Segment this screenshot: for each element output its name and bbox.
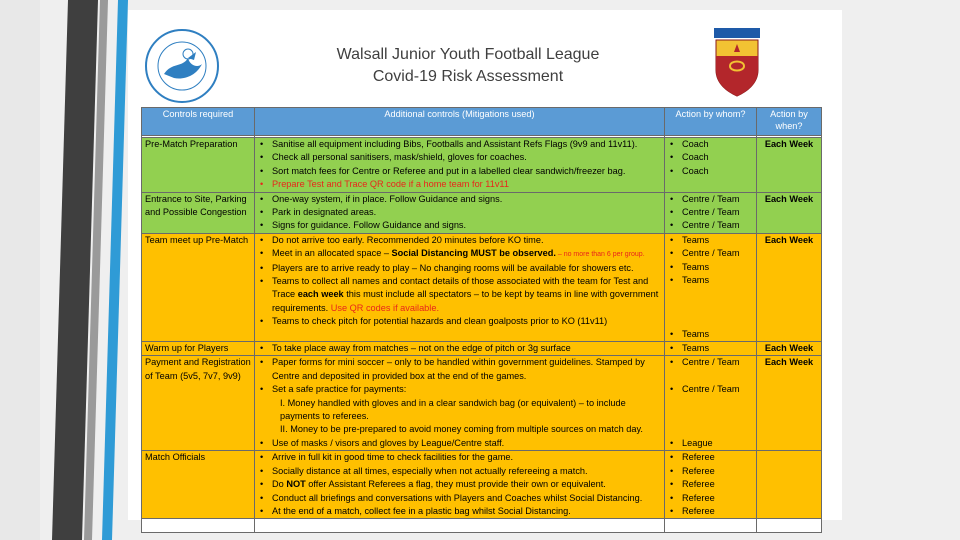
- table-row: [142, 192, 822, 233]
- mitigation-cell: • Sanitise all equipment including Bibs, Footballs and Assistant Refs Flags (9v9 and 11v11). • Check all personal sanitisers, mask/shield, gloves for coaches. • Sort match fees for Centre or Referee and put in a labelled clear sandwich/freezer bag. • Prepare Test and Trace QR code if a home team for 11v11: [255, 138, 665, 193]
- who-cell: • Coach • Coach • Coach: [665, 138, 757, 193]
- table-row: [142, 519, 822, 533]
- walsall-league-logo: [144, 28, 220, 104]
- decorative-stripes: [0, 0, 130, 540]
- when-cell: Each Week: [757, 233, 822, 341]
- col-header-when: Action by when?: [757, 108, 822, 136]
- table-row: [142, 356, 822, 451]
- mitigation-cell: • To take place away from matches – not on the edge of pitch or 3g surface: [255, 342, 665, 356]
- risk-assessment-document: [128, 10, 842, 520]
- when-cell: Each Week: [757, 192, 822, 233]
- table-row: [142, 233, 822, 341]
- who-cell: • Teams: [665, 342, 757, 356]
- control-cell: Team meet up Pre-Match: [142, 233, 255, 341]
- who-cell: • Centre / Team • Centre / Team • Centre / Team: [665, 192, 757, 233]
- mitigation-cell: • Paper forms for mini soccer – only to be handled within government guidelines. Stamped by Centre and deposited in provided box at the end of the games. • Set a safe practice for payments: I. Money handled with gloves and in a clear sandwich bag (or equivalent) – to include payments to referees. II. Money to be pre-prepared to avoid money coming from multiple sources on match day. • Use of masks / visors and gloves by League/Centre staff.: [255, 356, 665, 451]
- table-row: [142, 138, 822, 193]
- document-title: Walsall Junior Youth Football League: [336, 46, 600, 63]
- control-cell: Payment and Registration of Team (5v5, 7v7, 9v9): [142, 356, 255, 451]
- staffordshire-fa-crest: [712, 26, 762, 98]
- who-cell: • Teams • Centre / Team • Teams • Teams • Teams: [665, 233, 757, 341]
- table-row: [142, 342, 822, 356]
- col-header-who: Action by whom?: [665, 108, 757, 136]
- who-cell: • Centre / Team • Centre / Team • League: [665, 356, 757, 451]
- control-cell: Pre-Match Preparation: [142, 138, 255, 193]
- document-subtitle: Covid-19 Risk Assessment: [372, 68, 564, 85]
- col-header-controls: Controls required: [142, 108, 255, 136]
- who-cell: • Referee • Referee • Referee • Referee • Referee: [665, 451, 757, 519]
- control-cell: Entrance to Site, Parking and Possible Congestion: [142, 192, 255, 233]
- when-cell: Each Week: [757, 356, 822, 451]
- when-cell: Each Week: [757, 342, 822, 356]
- mitigation-cell: • One-way system, if in place. Follow Guidance and signs. • Park in designated areas. • Signs for guidance. Follow Guidance and signs.: [255, 192, 665, 233]
- risk-assessment-table: [141, 107, 822, 533]
- mitigation-cell: • Do not arrive too early. Recommended 20 minutes before KO time. • Meet in an allocated space – Social Distancing MUST be observed. – no more than 6 per group. • Players are to arrive ready to play – No changing rooms will be available for showers etc. • Teams to collect all names and contact details of those associated with the team for Test and Trace each week this must include all spectators – to be kept by teams in line with government requirements. Use QR codes if available. • Teams to check pitch for potential hazards and clean goalposts prior to KO (11v11): [255, 233, 665, 341]
- when-cell: [757, 451, 822, 519]
- control-cell: Match Officials: [142, 451, 255, 519]
- mitigation-cell: • Arrive in full kit in good time to check facilities for the game. • Socially distance at all times, especially when not actually refereeing a match. • Do NOT offer Assistant Referees a flag, they must provide their own or equivalent. • Conduct all briefings and conversations with Players and Coaches whilst Social Distancing. • At the end of a match, collect fee in a plastic bag whilst Social Distancing.: [255, 451, 665, 519]
- when-cell: Each Week: [757, 138, 822, 193]
- col-header-mitigations: Additional controls (Mitigations used): [255, 108, 665, 136]
- table-row: [142, 451, 822, 519]
- control-cell: Warm up for Players: [142, 342, 255, 356]
